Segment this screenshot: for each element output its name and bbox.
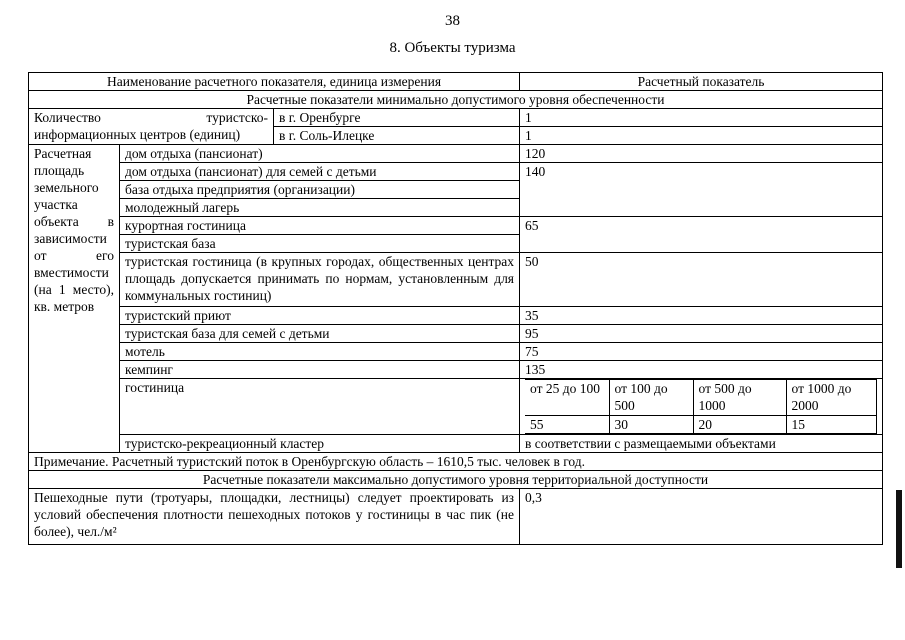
info-center-value: 1 [520,127,883,145]
pedestrian-label: Пешеходные пути (тротуары, площадки, лестницы) следует проектировать из условий обеспечения плотности пешеходных потоков у гостиницы в час пик (не более), чел./м² [29,489,520,545]
value-cluster: в соответствии с размещаемыми объектами [520,435,883,453]
value-motel: 75 [520,343,883,361]
hotel-range-value: 30 [609,416,693,434]
hotel-range: от 25 до 100 [525,380,609,416]
hotel-range-value: 55 [525,416,609,434]
info-center-value: 1 [520,109,883,127]
item-tourist-hotel: туристская гостиница (в крупных городах, общественных центрах площадь допускается принимать по нормам, установленным для коммунальных гостиниц) [120,253,520,307]
info-center-place: в г. Соль-Илецке [274,127,520,145]
value-rest-home: 120 [520,145,883,163]
header-value: Расчетный показатель [520,73,883,91]
hotel-ranges-table [525,379,877,434]
item-youth-camp: молодежный лагерь [120,199,520,217]
value-tourist-hotel: 50 [520,253,883,307]
hotel-range: от 500 до 1000 [693,380,786,416]
page-number: 38 [445,13,460,29]
hotel-range-value: 15 [786,416,877,434]
item-family-base: туристская база для семей с детьми [120,325,520,343]
section-max-heading: Расчетные показатели максимально допустимого уровня территориальной доступности [29,471,883,489]
section-title: 8. Объекты туризма [389,40,516,56]
hotel-range-value: 20 [693,416,786,434]
item-enterprise-base: база отдыха предприятия (организации) [120,181,520,199]
pedestrian-value: 0,3 [520,489,883,545]
item-motel: мотель [120,343,520,361]
item-cluster: туристско-рекреационный кластер [120,435,520,453]
hotel-range: от 1000 до 2000 [786,380,877,416]
info-center-place: в г. Оренбурге [274,109,520,127]
value-family-base: 95 [520,325,883,343]
value-rest-home-family: 140 [520,163,883,217]
item-camping: кемпинг [120,361,520,379]
item-hotel: гостиница [120,379,520,435]
value-camping: 135 [520,361,883,379]
note-text: Примечание. Расчетный туристский поток в Оренбургскую область – 1610,5 тыс. человек в год. [29,453,883,471]
item-resort-hotel: курортная гостиница [120,217,520,235]
area-label: Расчетная площадь земельного участка объекта в зависимости от его вместимости (на 1 место), кв. метров [29,145,120,453]
item-rest-home: дом отдыха (пансионат) [120,145,520,163]
value-tourist-shelter: 35 [520,307,883,325]
item-tourist-base: туристская база [120,235,520,253]
scan-margin-mark [896,490,902,568]
hotel-ranges-cell [520,379,883,435]
value-resort-hotel: 65 [520,217,883,253]
item-rest-home-family: дом отдыха (пансионат) для семей с детьми [120,163,520,181]
info-centers-label: Количество туристско-информационных центров (единиц) [29,109,274,145]
section-min-heading: Расчетные показатели минимально допустимого уровня обеспеченности [29,91,883,109]
header-name: Наименование расчетного показателя, единица измерения [29,73,520,91]
item-tourist-shelter: туристский приют [120,307,520,325]
hotel-range: от 100 до 500 [609,380,693,416]
tourism-table [28,72,883,545]
